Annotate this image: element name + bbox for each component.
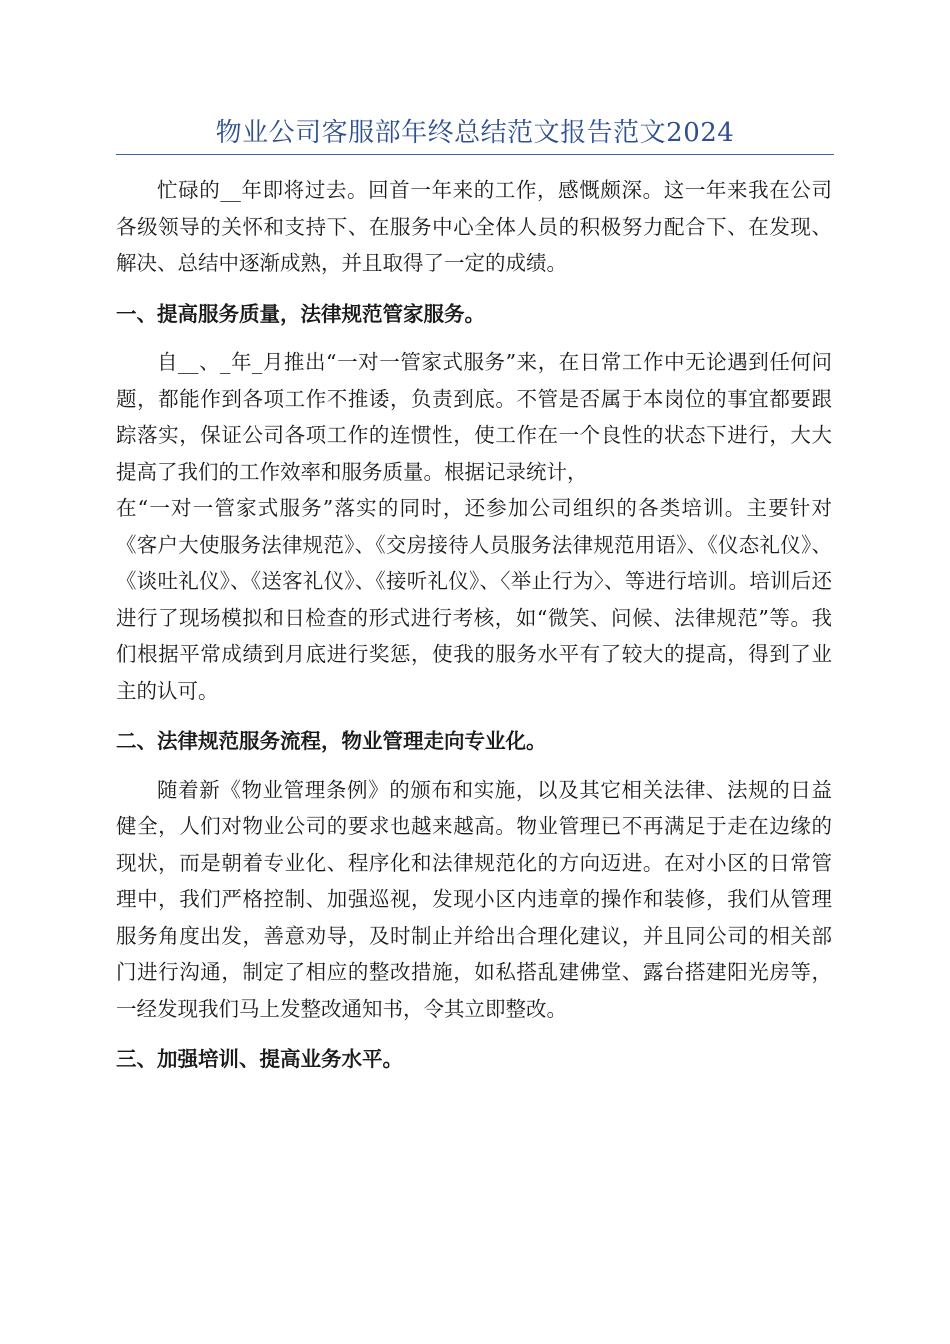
document-body <box>116 172 832 1090</box>
document-title: 物业公司客服部年终总结范文报告范文2024 <box>215 118 735 148</box>
section-1-heading: 一、提高服务质量，法律规范管家服务。 <box>116 301 485 326</box>
section-3-heading: 三、加强培训、提高业务水平。 <box>116 1047 403 1071</box>
section-1-paragraph-1: 自__、_年_月推出“一对一管家式服务”来，在日常工作中无论遇到任何问题，都能作到各项工作不推诿，负责到底。不管是否属于本岗位的事宜都要跟踪落实，保证公司各项工作的连惯性，使工作在一个良性的状态下进行，大大提高了我们的工作效率和服务质量。根据记录统计， <box>116 350 832 484</box>
intro-paragraph: 忙碌的__年即将过去。回首一年来的工作，感慨颇深。这一年来我在公司各级领导的关怀和支持下、在服务中心全体人员的积极努力配合下、在发现、解决、总结中逐渐成熟，并且取得了一定的成绩。 <box>116 178 832 275</box>
section-2-paragraph-1: 随着新《物业管理条例》的颁布和实施，以及其它相关法律、法规的日益健全，人们对物业公司的要求也越来越高。物业管理已不再满足于走在边缘的现状，而是朝着专业化、程序化和法律规范化的方向迈进。在对小区的日常管理中，我们严格控制、加强巡视，发现小区内违章的操作和装修，我们从管理服务角度出发，善意劝导，及时制止并给出合理化建议，并且同公司的相关部门进行沟通，制定了相应的整改措施，如私搭乱建佛堂、露台搭建阳光房等，一经发现我们马上发整改通知书，令其立即整改。 <box>116 777 832 1021</box>
title-underline <box>116 154 834 155</box>
section-2-heading: 二、法律规范服务流程，物业管理走向专业化。 <box>116 729 547 753</box>
section-1-paragraph-2: 在“一对一管家式服务”落实的同时，还参加公司组织的各类培训。主要针对《客户大使服务法律规范》、《交房接待人员服务法律规范用语》、《仪态礼仪》、《谈吐礼仪》、《送客礼仪》、《接听礼仪》、〈举止行为〉、等进行培训。培训后还进行了现场模拟和日检查的形式进行考核，如“微笑、问候、法律规范”等。我们根据平常成绩到月底进行奖惩，使我的服务水平有了较大的提高，得到了业主的认可。 <box>116 496 832 703</box>
